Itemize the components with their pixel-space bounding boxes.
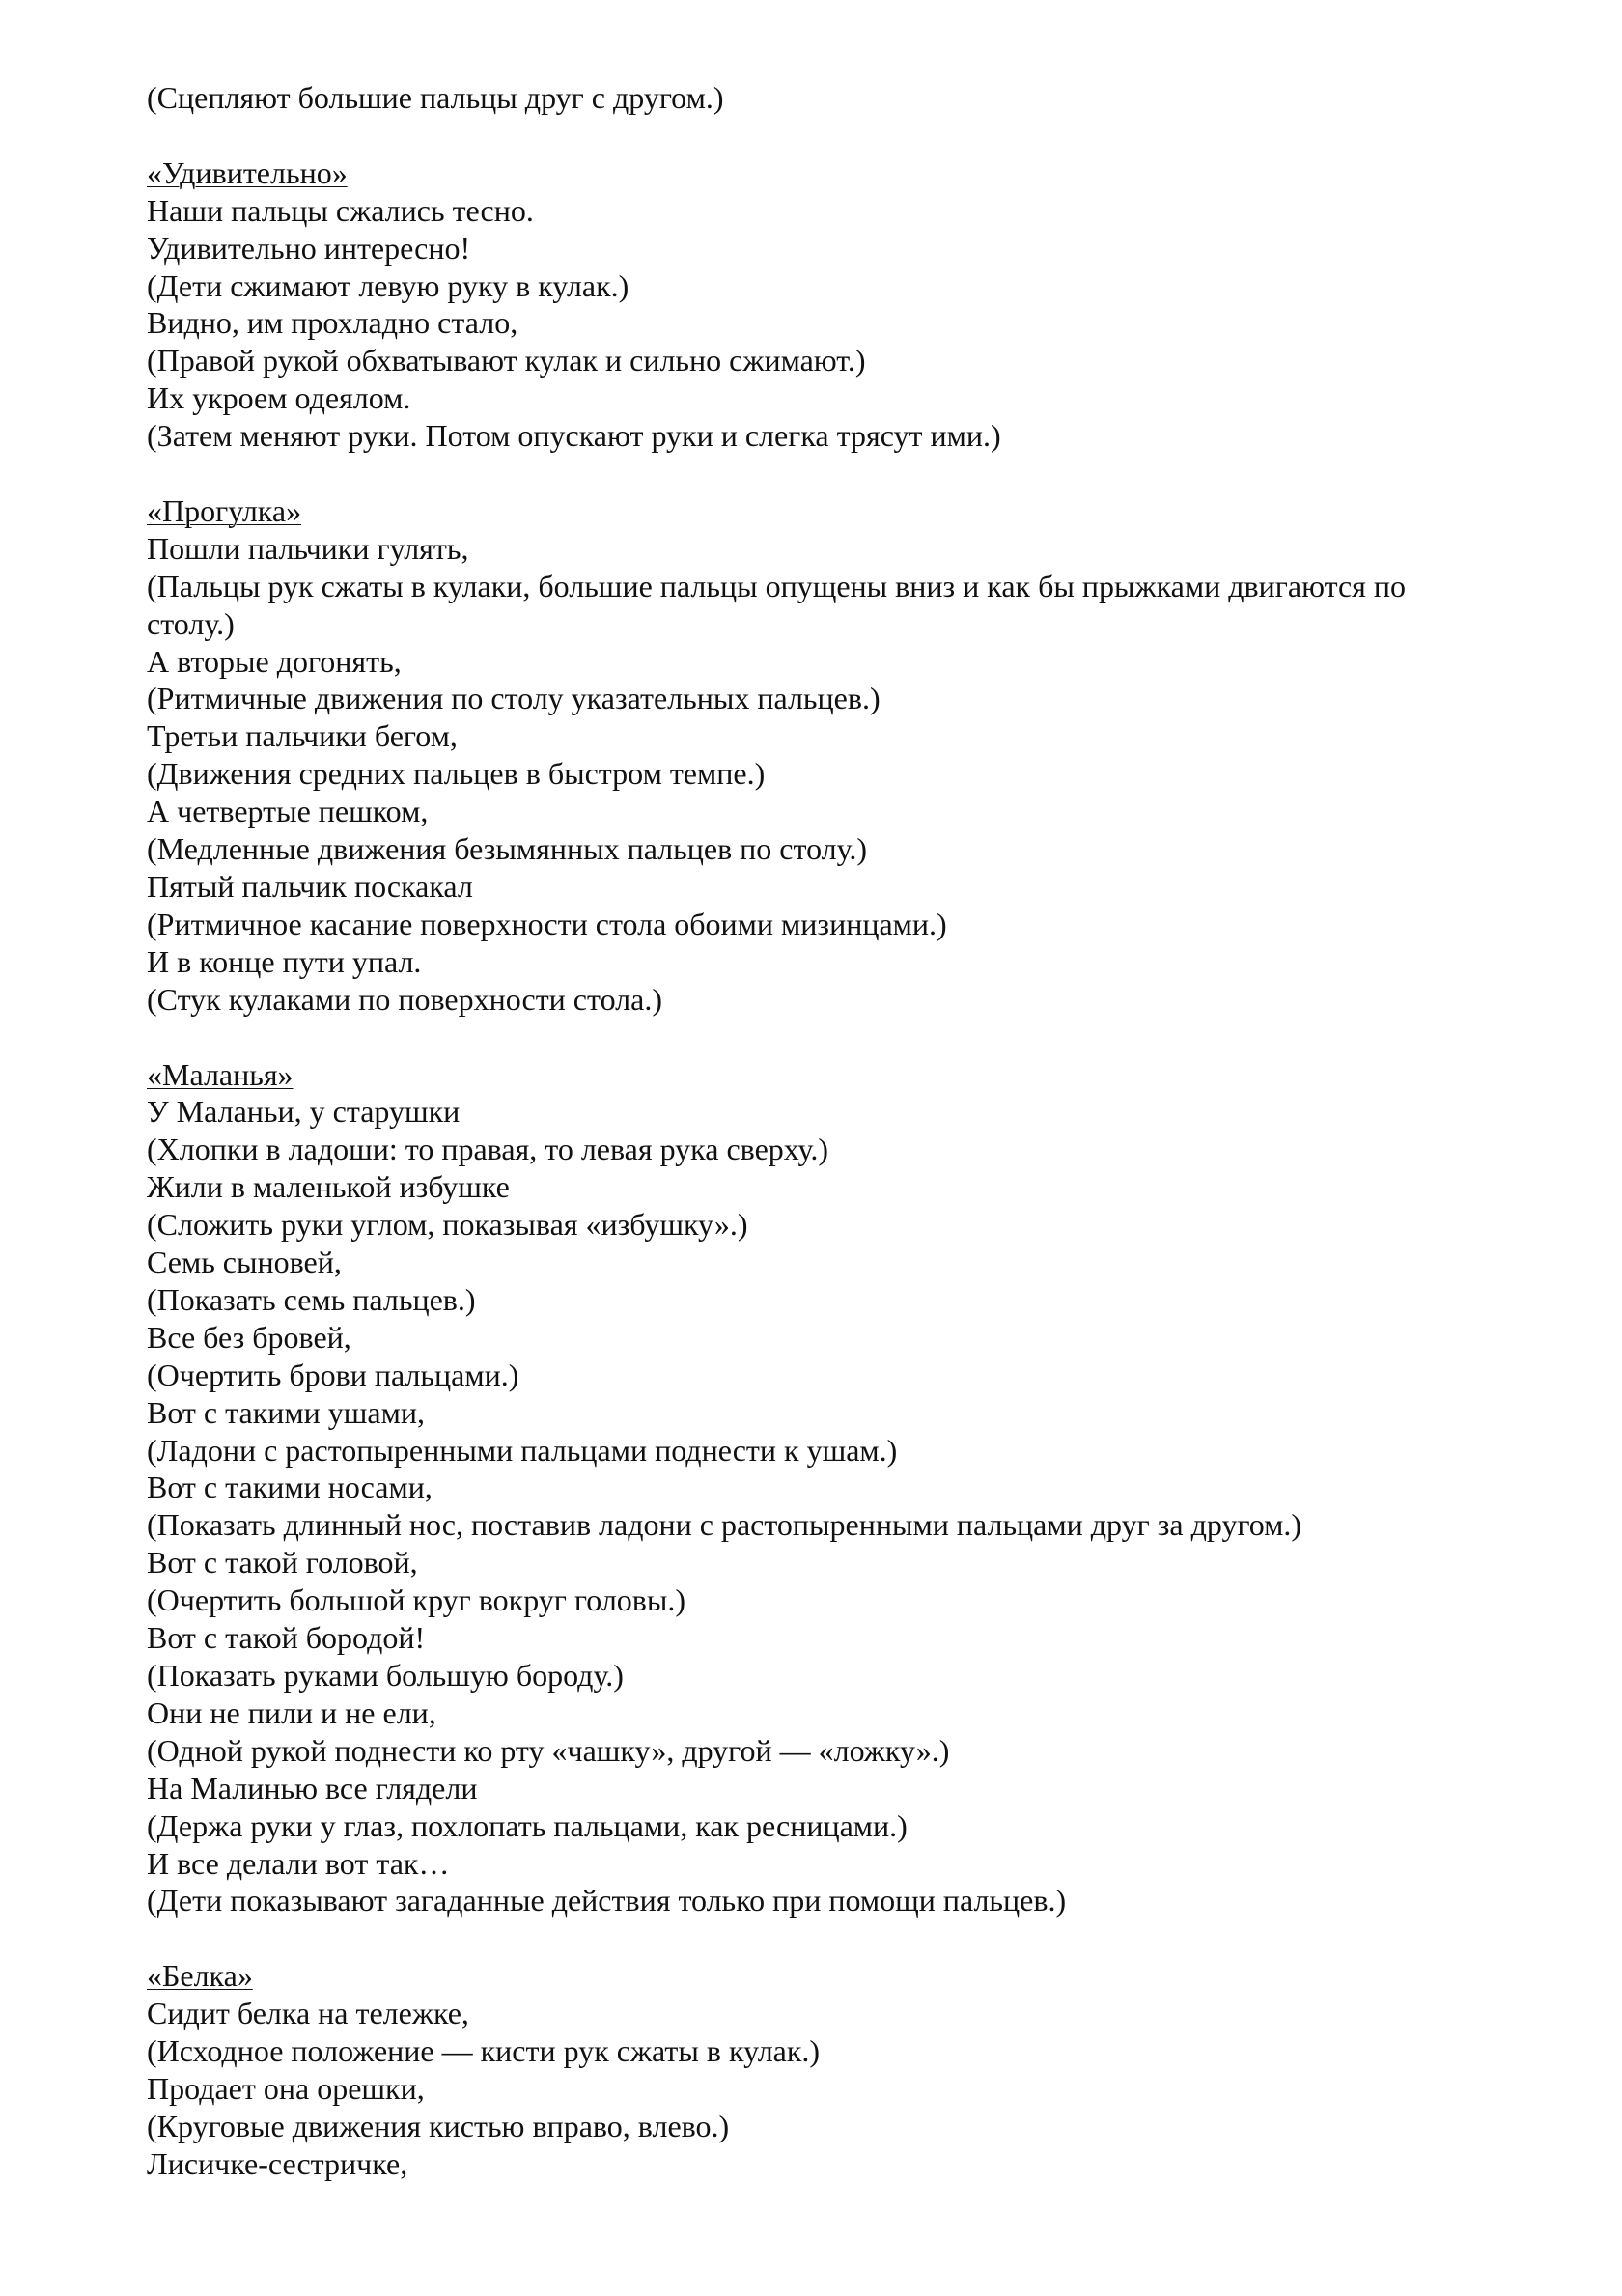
poem-line: Семь сыновей, (147, 1245, 342, 1280)
poem-title: «Белка» (147, 1958, 253, 1994)
instruction-line: (Стук кулаками по поверхности стола.) (147, 981, 662, 1017)
section-gap (147, 1919, 1498, 1957)
poem-title: «Удивительно» (147, 154, 348, 190)
poem-line: Видно, им прохладно стало, (147, 305, 518, 341)
instruction-line: (Затем меняют руки. Потом опускают руки и слегка трясут ими.) (147, 418, 1001, 454)
instruction-line: (Исходное положение — кисти рук сжаты в кулак.) (147, 2033, 821, 2069)
poem-line: Пошли пальчики гулять, (147, 530, 469, 566)
poem-line: У Маланьи, у старушки (147, 1094, 461, 1130)
poem-line: Вот с такой головой, (147, 1545, 418, 1581)
poem-title: «Маланья» (147, 1056, 294, 1092)
poem-title: «Прогулка» (147, 492, 302, 528)
poem-section-udivitelno (147, 154, 1498, 455)
poem-line: Пятый пальчик поскакал (147, 869, 473, 904)
poem-section-progulka (147, 492, 1498, 1019)
instruction-line: (Медленные движения безымянных пальцев по столу.) (147, 831, 868, 867)
poem-line: На Малинью все глядели (147, 1770, 478, 1806)
instruction-line: (Показать семь пальцев.) (147, 1281, 476, 1317)
poem-line: Все без бровей, (147, 1319, 351, 1355)
instruction-line: (Сложить руки углом, показывая «избушку».) (147, 1207, 748, 1243)
instruction-line: (Показать руками большую бороду.) (147, 1658, 624, 1694)
intro-line: (Сцепляют большие пальцы друг с другом.) (147, 80, 724, 115)
section-gap (147, 117, 1498, 154)
poem-line: Вот с такими носами, (147, 1470, 433, 1505)
poem-section-belka (147, 1957, 1498, 2182)
poem-line: Вот с такими ушами, (147, 1394, 425, 1430)
instruction-line: (Держа руки у глаз, похлопать пальцами, как ресницами.) (147, 1807, 908, 1843)
instruction-line: (Круговые движения кистью вправо, влево.) (147, 2108, 730, 2143)
instruction-line: (Ритмичное касание поверхности стола обоими мизинцами.) (147, 906, 947, 941)
poem-line: Удивительно интересно! (147, 230, 471, 266)
poem-line: Продает она орешки, (147, 2070, 425, 2106)
poem-line: Вот с такой бородой! (147, 1620, 426, 1656)
poem-line: Наши пальцы сжались тесно. (147, 192, 534, 228)
poem-line: Сидит белка на тележке, (147, 1996, 469, 2031)
instruction-line: (Показать длинный нос, поставив ладони с растопыренными пальцами друг за другом.) (147, 1507, 1302, 1543)
instruction-line: (Ритмичные движения по столу указательных пальцев.) (147, 681, 881, 716)
poem-line: Жили в маленькой избушке (147, 1169, 510, 1205)
instruction-line: (Дети показывают загаданные действия только при помощи пальцев.) (147, 1883, 1067, 1918)
poem-line: Лисичке-сестричке, (147, 2145, 408, 2181)
instruction-line: (Ладони с растопыренными пальцами поднести к ушам.) (147, 1432, 898, 1468)
poem-line: Третьи пальчики бегом, (147, 718, 458, 754)
poem-line: И все делали вот так… (147, 1845, 450, 1881)
poem-line: Их укроем одеялом. (147, 380, 411, 416)
poem-line: Они не пили и не ели, (147, 1694, 436, 1730)
instruction-line: (Дети сжимают левую руку в кулак.) (147, 267, 629, 303)
instruction-line: (Пальцы рук сжаты в кулаки, большие пальцы опущены вниз и как бы прыжками двигаются по столу.) (147, 568, 1406, 641)
poem-line: И в конце пути упал. (147, 943, 422, 979)
instruction-line: (Правой рукой обхватывают кулак и сильно сжимают.) (147, 343, 866, 378)
poem-line: А вторые догонять, (147, 643, 402, 679)
section-gap (147, 455, 1498, 492)
instruction-line: (Одной рукой поднести ко рту «чашку», другой — «ложку».) (147, 1732, 950, 1768)
instruction-line: (Очертить брови пальцами.) (147, 1357, 519, 1392)
poem-line: А четвертые пешком, (147, 794, 429, 829)
instruction-line: (Хлопки в ладоши: то правая, то левая рука сверху.) (147, 1132, 828, 1167)
section-gap (147, 1019, 1498, 1056)
poem-section-malanya (147, 1056, 1498, 1920)
instruction-line: (Очертить большой круг вокруг головы.) (147, 1582, 686, 1618)
document-page (147, 79, 1498, 2183)
instruction-line: (Движения средних пальцев в быстром темпе.) (147, 756, 766, 792)
